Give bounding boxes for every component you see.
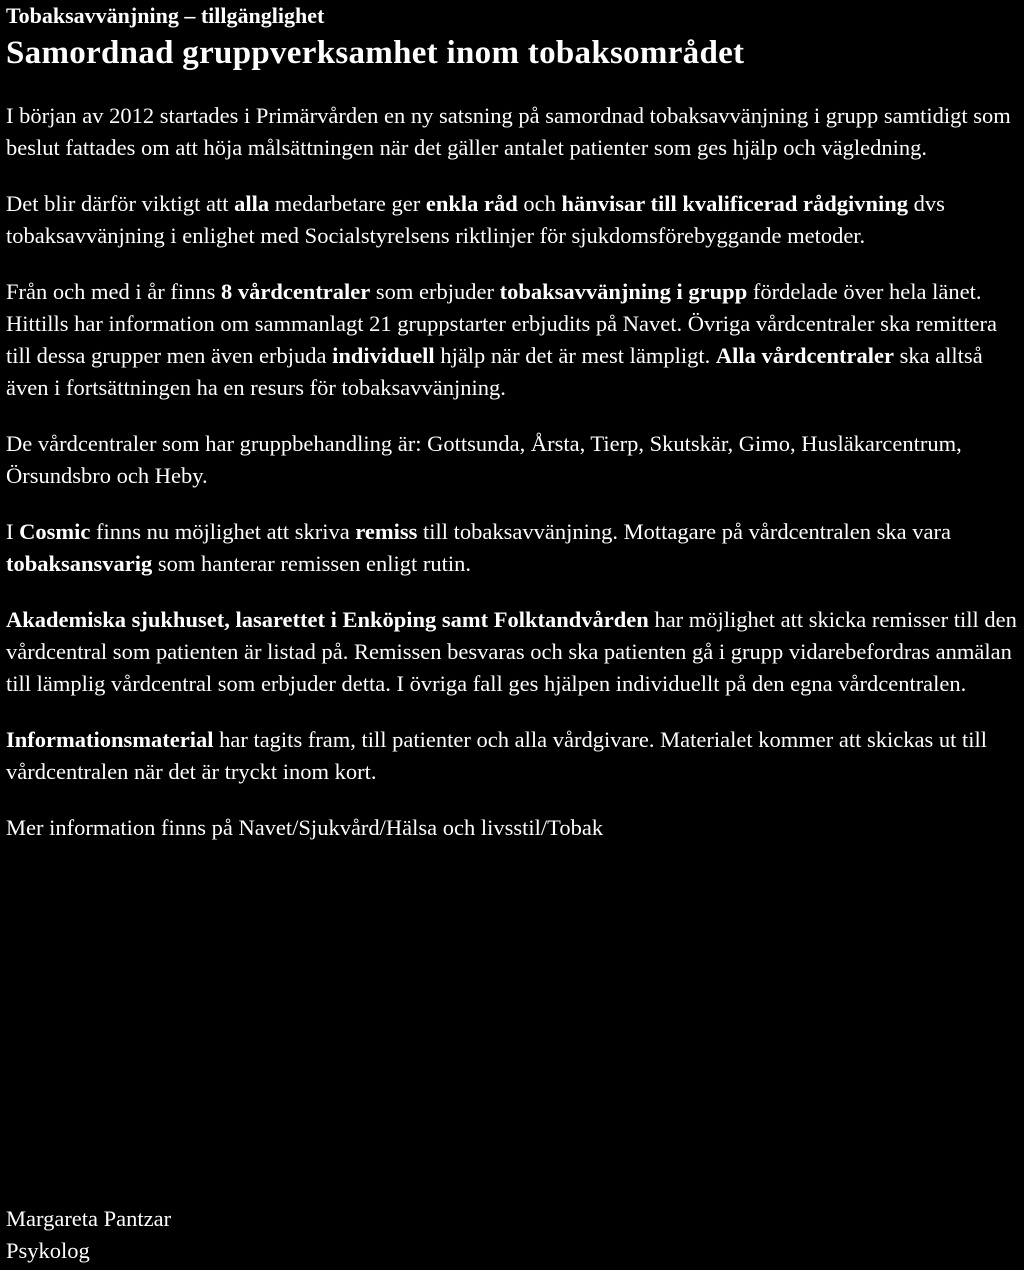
- document-kicker: Tobaksavvänjning – tillgänglighet: [6, 3, 325, 28]
- paragraph-text: hjälp när det är mest lämpligt.: [434, 343, 716, 368]
- signature-block: [6, 1203, 171, 1267]
- paragraph-text: fördelade över hela länet. Hittills har information om sammanlagt 21 gruppstarter erbjudits på Navet. Övriga vårdcentraler ska remittera till dessa grupper men även erbjuda: [6, 279, 997, 368]
- paragraph-clinic-list: [6, 428, 1020, 492]
- emphasis-text: hänvisar till kvalificerad rådgivning: [561, 191, 909, 216]
- document-title: Samordnad gruppverksamhet inom tobaksområdet: [6, 35, 745, 71]
- paragraph-text: I början av 2012 startades i Primärvården en ny satsning på samordnad tobaksavvänjning i grupp samtidigt som beslut fattades om att höja målsättningen när det gäller antalet patienter som ges hjälp och vägledning.: [6, 103, 1011, 160]
- document-body: [6, 100, 1020, 844]
- paragraph-text: dvs tobaksavvänjning i enlighet med Socialstyrelsens riktlinjer för sjukdomsförebyggande metoder.: [6, 191, 945, 248]
- emphasis-text: tobaksavvänjning i grupp: [499, 279, 748, 304]
- paragraph-text: har möjlighet att skicka remisser till den vårdcentral som patienten är listad på. Remissen besvaras och ska patienten gå i grupp vidarebefordras anmälan till lämplig vårdcentral som erbjuder detta. I övriga fall ges hjälpen individuellt på den egna vårdcentralen.: [6, 607, 1017, 696]
- emphasis-text: individuell: [332, 343, 435, 368]
- paragraph-text: De vårdcentraler som har gruppbehandling är: Gottsunda, Årsta, Tierp, Skutskär, Gimo, Husläkarcentrum, Örsundsbro och Heby.: [6, 431, 962, 488]
- emphasis-text: alla: [234, 191, 270, 216]
- paragraph-text: Mer information finns på Navet/Sjukvård/Hälsa och livsstil/Tobak: [6, 815, 604, 840]
- paragraph-text: och: [517, 191, 562, 216]
- paragraph-intro: [6, 100, 1020, 164]
- paragraph-text: har tagits fram, till patienter och alla vårdgivare. Materialet kommer att skickas ut till vårdcentralen när det är tryckt inom kort.: [6, 727, 987, 784]
- emphasis-text: Akademiska sjukhuset, lasarettet i Enköping samt Folktandvården: [6, 607, 649, 632]
- paragraph-hospital-referral: [6, 604, 1020, 700]
- emphasis-text: enkla råd: [425, 191, 518, 216]
- emphasis-text: Informationsmaterial: [6, 727, 214, 752]
- paragraph-text: som hanterar remissen enligt rutin.: [152, 551, 471, 576]
- paragraph-text: Från och med i år finns: [6, 279, 221, 304]
- paragraph-text: finns nu möjlighet att skriva: [90, 519, 356, 544]
- paragraph-text: till tobaksavvänjning. Mottagare på vårdcentralen ska vara: [417, 519, 951, 544]
- emphasis-text: tobaksansvarig: [6, 551, 153, 576]
- signature-role: Psykolog: [6, 1238, 90, 1263]
- document-page: [6, 0, 1020, 868]
- paragraph-more-info: [6, 812, 1020, 844]
- paragraph-cosmic-referral: [6, 516, 1020, 580]
- emphasis-text: 8 vårdcentraler: [220, 279, 371, 304]
- paragraph-advice: [6, 188, 1020, 252]
- paragraph-clinics: [6, 276, 1020, 404]
- paragraph-text: som erbjuder: [370, 279, 500, 304]
- paragraph-text: medarbetare ger: [269, 191, 426, 216]
- paragraph-text: I: [6, 519, 20, 544]
- paragraph-text: ska alltså även i fortsättningen ha en resurs för tobaksavvänjning.: [6, 343, 983, 400]
- paragraph-text: Det blir därför viktigt att: [6, 191, 235, 216]
- emphasis-text: Alla vårdcentraler: [715, 343, 894, 368]
- emphasis-text: remiss: [355, 519, 418, 544]
- paragraph-information-material: [6, 724, 1020, 788]
- emphasis-text: Cosmic: [19, 519, 91, 544]
- signature-name: Margareta Pantzar: [6, 1206, 172, 1231]
